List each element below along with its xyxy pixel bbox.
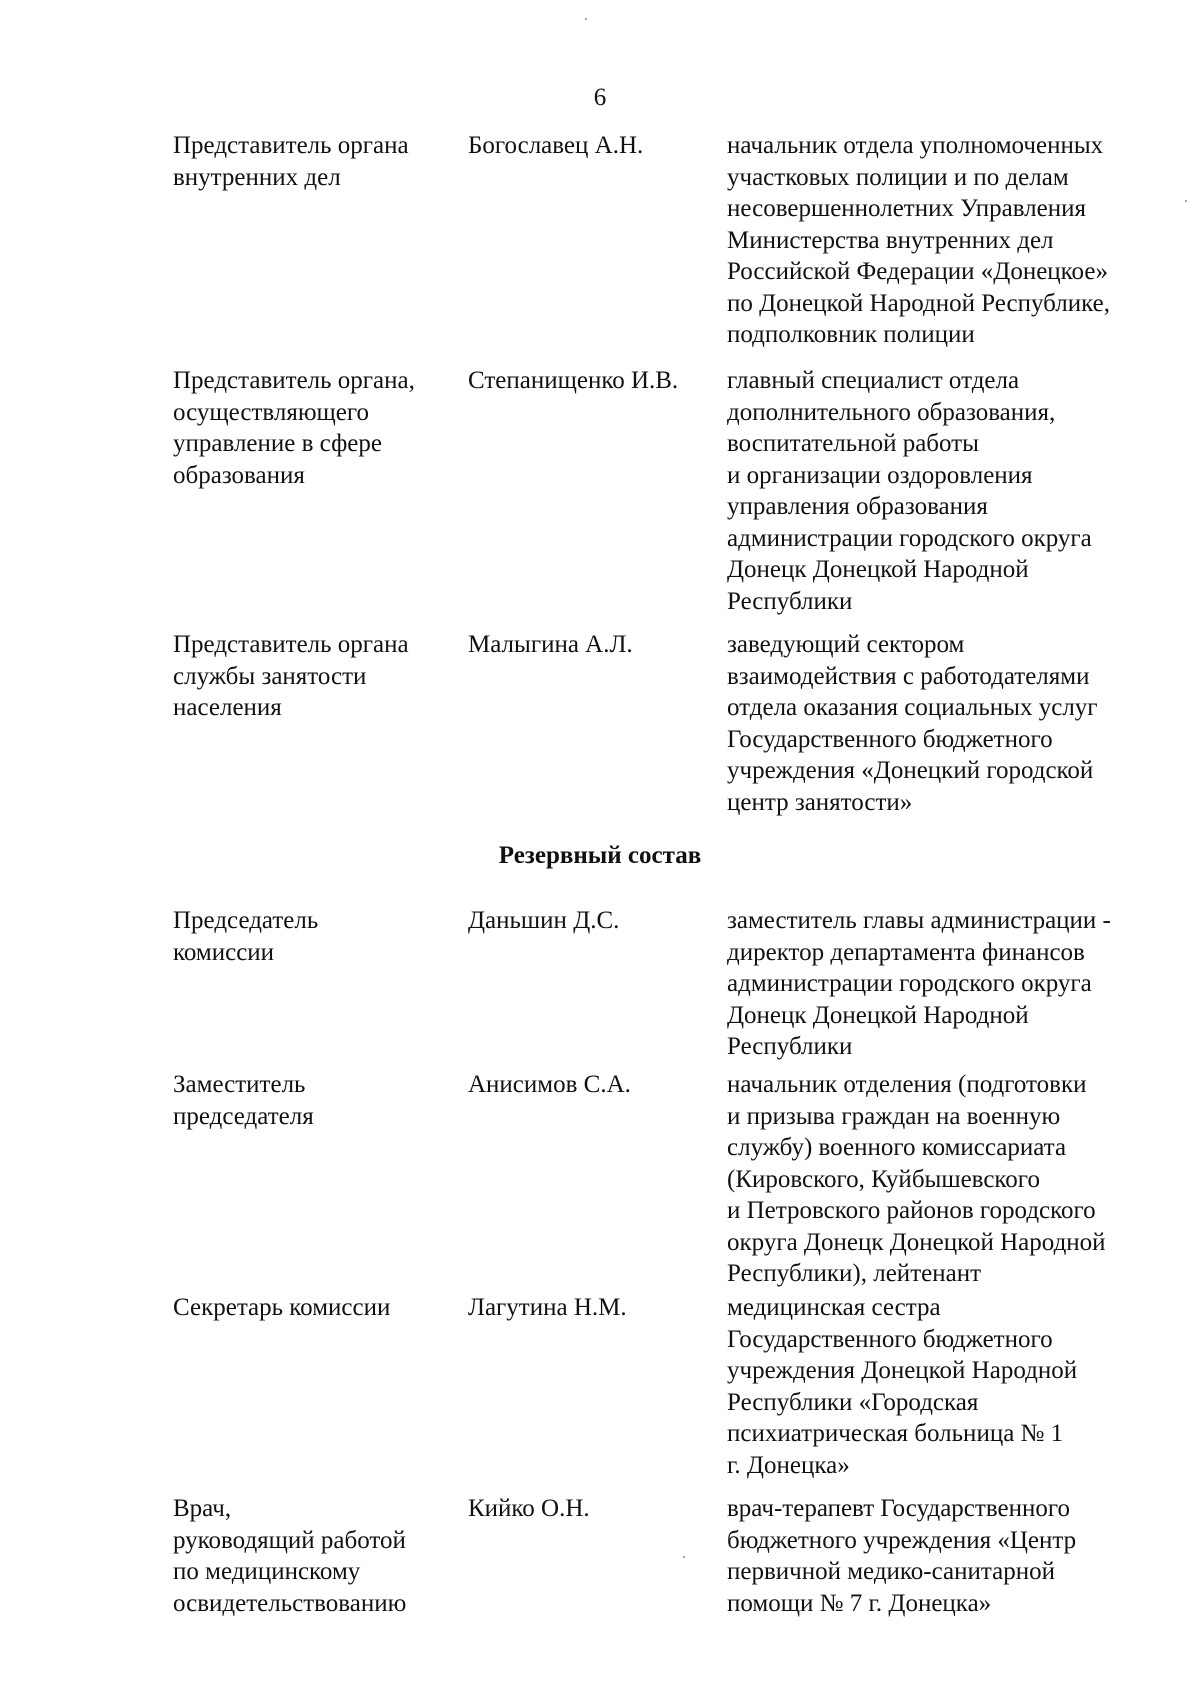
position-line: заведующий сектором [727, 631, 965, 658]
member-role [173, 1292, 443, 1324]
position-line: Российской Федерации «Донецкое» [727, 258, 1108, 285]
role-line: внутренних дел [173, 163, 341, 191]
position-line: округа Донецк Донецкой Народной [727, 1228, 1106, 1256]
position-line: заместитель главы администрации - [727, 907, 1111, 934]
member-name: Даньшин Д.С. [468, 907, 620, 934]
position-line: Донецк Донецкой Народной [727, 556, 1029, 583]
position-line: г. Донецка» [727, 1451, 850, 1479]
member-name: Лагутина Н.М. [468, 1294, 627, 1321]
member-position [727, 365, 1177, 617]
position-line: управления образования [727, 493, 988, 520]
position-line: несовершеннолетних Управления [727, 195, 1087, 222]
position-line: Республики «Городская [727, 1388, 979, 1416]
member-name: Богославец А.Н. [468, 132, 644, 159]
role-line: Представитель органа [173, 132, 409, 159]
member-name: Малыгина А.Л. [468, 631, 633, 658]
position-line: и призыва граждан на военную [727, 1102, 1061, 1130]
role-line: Заместитель [173, 1071, 306, 1098]
member-position [727, 1069, 1177, 1290]
position-line: главный специалист отдела [727, 367, 1020, 394]
position-line: службу) военного комиссариата [727, 1134, 1067, 1161]
section-title-reserve: Резервный состав [498, 842, 702, 869]
position-line: отдела оказания социальных услуг [727, 694, 1098, 721]
member-name: Кийко О.Н. [468, 1495, 590, 1522]
member-position [727, 629, 1177, 818]
position-line: дополнительного образования, [727, 398, 1056, 426]
position-line: первичной медико-санитарной [727, 1558, 1055, 1585]
position-line: Министерства внутренних дел [727, 226, 1054, 254]
role-line: освидетельствованию [173, 1589, 407, 1617]
position-line: начальник отдела уполномоченных [727, 132, 1104, 159]
role-line: комиссии [173, 938, 275, 966]
position-line: начальник отделения (подготовки [727, 1071, 1087, 1098]
position-line: Государственного бюджетного [727, 1325, 1053, 1353]
position-line: учреждения «Донецкий городской [727, 757, 1094, 784]
position-line: (Кировского, Куйбышевского [727, 1165, 1040, 1193]
position-line: Республики [727, 1033, 853, 1060]
position-line: и организации оздоровления [727, 461, 1033, 489]
role-line: населения [173, 694, 282, 721]
position-line: Государственного бюджетного [727, 725, 1053, 753]
position-line: бюджетного учреждения «Центр [727, 1526, 1077, 1554]
scan-speck [585, 18, 587, 20]
role-line: Секретарь комиссии [173, 1294, 391, 1321]
position-line: подполковник полиции [727, 321, 975, 348]
position-line: медицинская сестра [727, 1294, 941, 1321]
position-line: администрации городского округа [727, 524, 1092, 552]
position-line: Республики [727, 587, 853, 615]
role-line: руководящий работой [173, 1526, 406, 1554]
position-line: центр занятости» [727, 788, 913, 816]
role-line: председателя [173, 1102, 314, 1130]
member-role [173, 365, 443, 491]
position-line: Донецк Донецкой Народной [727, 1001, 1029, 1029]
role-line: Представитель органа, [173, 367, 415, 394]
position-line: психиатрическая больница № 1 [727, 1420, 1064, 1447]
member-position [727, 130, 1177, 351]
member-name: Анисимов С.А. [468, 1071, 631, 1098]
member-position [727, 1493, 1177, 1619]
member-position [727, 1292, 1177, 1481]
role-line: службы занятости [173, 662, 367, 690]
position-line: участковых полиции и по делам [727, 163, 1069, 191]
position-line: воспитательной работы [727, 430, 979, 457]
position-line: врач-терапевт Государственного [727, 1495, 1070, 1522]
position-line: помощи № 7 г. Донецка» [727, 1589, 992, 1617]
scan-speck [683, 1556, 685, 1558]
role-line: управление в сфере [173, 430, 382, 457]
role-line: Представитель органа [173, 631, 409, 658]
position-line: по Донецкой Народной Республике, [727, 289, 1110, 317]
role-line: по медицинскому [173, 1558, 361, 1585]
role-line: Врач, [173, 1495, 232, 1522]
member-role [173, 629, 443, 724]
member-name: Степанищенко И.В. [468, 367, 679, 394]
member-role [173, 905, 443, 968]
role-line: Председатель [173, 907, 319, 934]
page-number: 6 [593, 84, 607, 111]
member-role [173, 1493, 443, 1619]
position-line: администрации городского округа [727, 970, 1092, 997]
role-line: образования [173, 461, 305, 489]
position-line: взаимодействия с работодателями [727, 662, 1090, 690]
position-line: и Петровского районов городского [727, 1197, 1096, 1224]
position-line: директор департамента финансов [727, 938, 1085, 966]
position-line: учреждения Донецкой Народной [727, 1357, 1078, 1384]
member-role [173, 130, 443, 193]
role-line: осуществляющего [173, 398, 369, 426]
member-role [173, 1069, 443, 1132]
scan-speck [1185, 200, 1187, 202]
position-line: Республики), лейтенант [727, 1260, 981, 1287]
member-position [727, 905, 1177, 1063]
